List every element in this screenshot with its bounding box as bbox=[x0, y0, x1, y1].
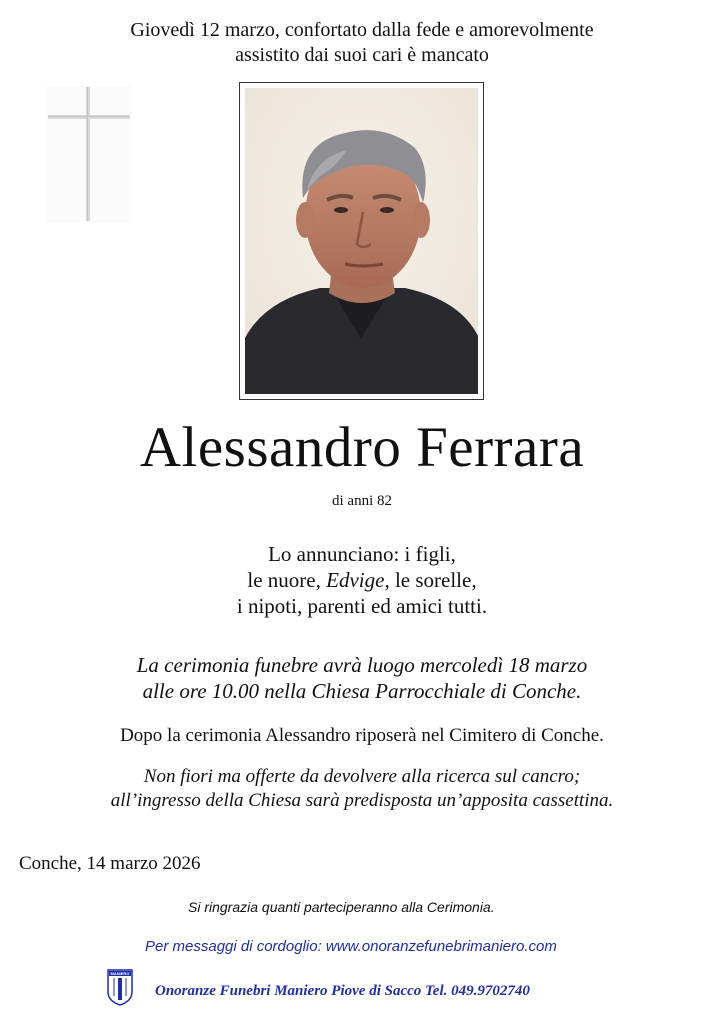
deceased-name: Alessandro Ferrara bbox=[139, 416, 585, 479]
announcement-line-2-start: le nuore, bbox=[247, 568, 327, 592]
announcement-line-2 bbox=[0, 567, 724, 593]
intro-line-1: Giovedì 12 marzo, confortato dalla fede e amorevolmente bbox=[130, 19, 594, 41]
ceremony-info bbox=[0, 652, 724, 704]
announcement-line-2-name: Edvige bbox=[326, 568, 385, 592]
intro-text bbox=[0, 18, 724, 68]
intro-line-2: assistito dai suoi cari è mancato bbox=[235, 44, 489, 66]
donation-line-1: Non fiori ma offerte da devolvere alla ricerca sul cancro; bbox=[143, 766, 581, 787]
announcement bbox=[0, 541, 724, 619]
condolence-messages-link[interactable]: Per messaggi di cordoglio: www.onoranzefunebrimaniero.com bbox=[145, 938, 557, 955]
logo-text: MANIERO bbox=[110, 971, 130, 977]
thanks-note: Si ringrazia quanti parteciperanno alla Cerimonia. bbox=[188, 899, 495, 915]
cross-icon bbox=[46, 85, 132, 223]
donation-line-2: all’ingresso della Chiesa sarà predisposta un’apposita cassettina. bbox=[110, 790, 614, 811]
deceased-age: di anni 82 bbox=[332, 493, 392, 509]
ceremony-line-2: alle ore 10.00 nella Chiesa Parrocchiale di Conche. bbox=[142, 679, 582, 703]
place-date: Conche, 14 marzo 2026 bbox=[19, 853, 201, 874]
funeral-home-footer: Onoranze Funebri Maniero Piove di Sacco Tel. 049.9702740 bbox=[155, 983, 530, 999]
portrait-photo bbox=[239, 82, 484, 400]
announcement-line-2-end: , le sorelle, bbox=[384, 568, 477, 592]
funeral-home-logo bbox=[107, 968, 133, 1006]
ceremony-line-1: La cerimonia funebre avrà luogo mercoledì 18 marzo bbox=[136, 653, 588, 677]
burial-info: Dopo la cerimonia Alessandro riposerà nel Cimitero di Conche. bbox=[120, 725, 604, 746]
announcement-line-1: Lo annunciano: i figli, bbox=[268, 542, 456, 566]
announcement-line-3: i nipoti, parenti ed amici tutti. bbox=[236, 594, 488, 618]
donation-note bbox=[0, 765, 724, 813]
